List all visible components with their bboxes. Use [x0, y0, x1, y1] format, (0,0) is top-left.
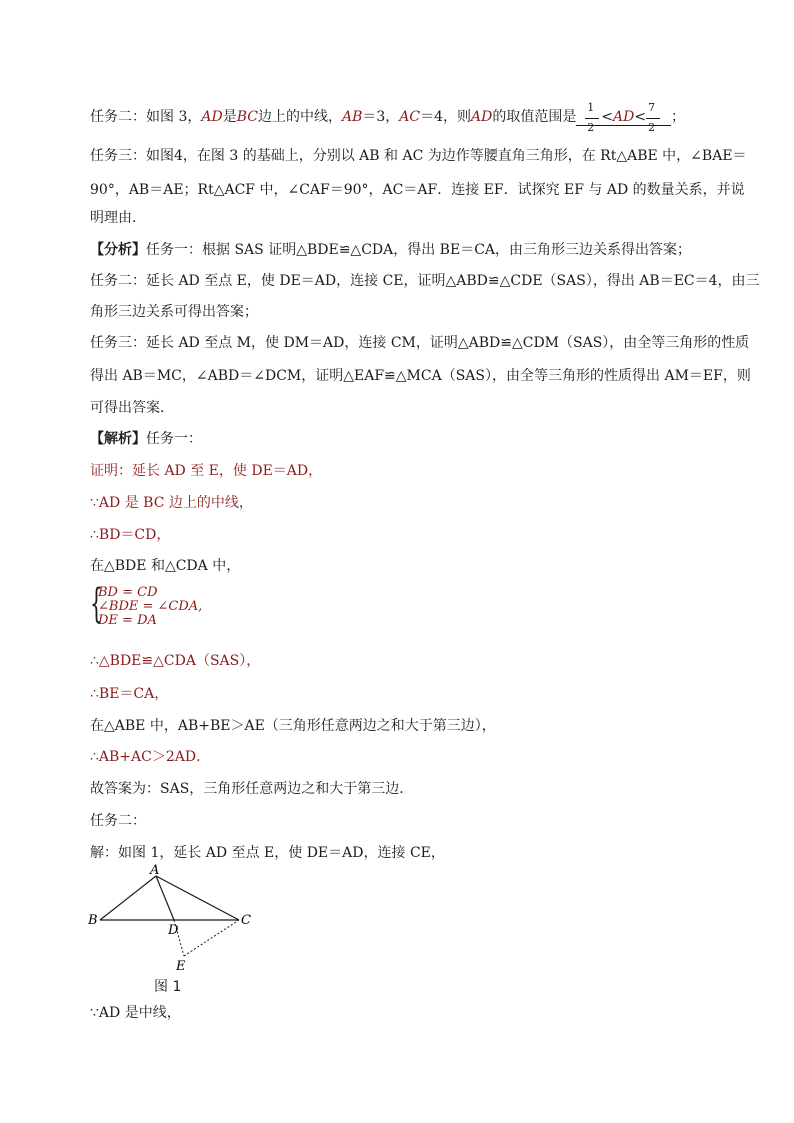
system-row: ∠BDE = ∠CDA,: [98, 599, 203, 614]
system-row: DE = DA: [98, 613, 157, 628]
analysis-line6: 可得出答案．: [90, 400, 174, 416]
answer-blank: [576, 101, 671, 134]
analysis-line5: 得出 AB＝MC，∠ABD＝∠DCM，证明△EAF≌△MCA（SAS），由全等三角形的性质得出 AM＝EF，则: [90, 368, 751, 384]
because-line1: ∵AD 是 BC 边上的中线，: [90, 495, 253, 511]
therefore-line2: ∴△BDE≌△CDA（SAS），: [90, 653, 261, 669]
solution2-line: 解：如图 1，延长 AD 至点 E，使 DE＝AD，连接 CE，: [90, 845, 445, 861]
analysis-line2: 任务二：延长 AD 至点 E，使 DE＝AD，连接 CE，证明△ABD≌△CDE（SAS），得出 AB＝EC＝4，由三: [90, 273, 760, 289]
text: 任务二：如图 3，: [90, 109, 202, 125]
text: 的取值范围是: [492, 109, 577, 125]
analysis-tag: 【分析】: [90, 242, 146, 258]
solution-heading: [90, 429, 730, 449]
point-label-a: A: [150, 864, 160, 878]
fraction-half: [585, 101, 601, 134]
in-abe-line: 在△ABE 中，AB+BE＞AE（三角形任意两边之和大于第三边），: [90, 718, 496, 734]
point-label-e: E: [176, 959, 186, 974]
less-than: <: [634, 109, 647, 125]
math-var: AD: [201, 109, 223, 125]
math-var: AC: [399, 109, 421, 125]
point-label-c: C: [241, 913, 251, 928]
task3-line1: 任务三：如图4，在图 3 的基础上，分别以 AB 和 AC 为边作等腰直角三角形，在 Rt△ABE 中，∠BAE＝: [90, 148, 747, 164]
therefore-line1: ∴BD＝CD，: [90, 527, 171, 543]
point-label-b: B: [88, 913, 98, 928]
text: 是: [222, 109, 237, 125]
analysis-line1: [90, 240, 730, 260]
text: ∵AD 是中线，: [90, 1005, 181, 1021]
in-triangles-line: 在△BDE 和△CDA 中，: [90, 558, 241, 574]
because-line2: [90, 1003, 730, 1023]
brace-symbol: {: [90, 581, 103, 627]
analysis-line3: 角形三边关系可得出答案；: [90, 304, 258, 320]
task3-line3: 明理由．: [90, 210, 146, 226]
analysis-line4: 任务三：延长 AD 至点 M，使 DM＝AD，连接 CM，证明△ABD≌△CDM（SAS），由全等三角形的性质: [90, 335, 750, 351]
text: ＝3，: [362, 109, 400, 125]
fraction-denominator: 2: [648, 121, 656, 134]
triangle-figure: [86, 864, 266, 994]
text: 边上的中线，: [257, 109, 342, 125]
segment-ab: [100, 876, 156, 920]
less-than: <: [601, 109, 614, 125]
task2-label: 任务二：: [90, 813, 146, 829]
math-var: AB: [341, 109, 363, 125]
fraction-numerator: 1: [587, 101, 595, 114]
text: ；: [671, 109, 686, 125]
therefore-line4: ∴AB+AC＞2AD．: [90, 749, 211, 765]
math-var: AD: [613, 109, 635, 125]
figure-caption: 图 1: [154, 979, 182, 995]
text: 任务一：根据 SAS 证明△BDE≌△CDA，得出 BE＝CA，由三角形三边关系得出答案；: [146, 242, 692, 258]
math-var: AD: [471, 109, 493, 125]
segment-ad: [156, 876, 174, 920]
text: 任务一：: [146, 431, 202, 447]
task3-line2: 90°，AB＝AE；Rt△ACF 中，∠CAF＝90°，AC＝AF．连接 EF．试探究 EF 与 AD 的数量关系，并说: [90, 182, 745, 198]
fraction-numerator: 7: [648, 101, 656, 114]
answer-line: 故答案为：SAS，三角形任意两边之和大于第三边．: [90, 781, 414, 797]
proof-line1: 证明：延长 AD 至 E，使 DE＝AD，: [90, 463, 323, 479]
fraction-denominator: 2: [587, 121, 595, 134]
segment-ac: [156, 876, 239, 920]
text: ＝4，则: [420, 109, 472, 125]
task2-line: [90, 101, 730, 134]
solution-tag: 【解析】: [90, 431, 146, 447]
math-var: BC: [236, 109, 258, 125]
fraction-seven-half: [646, 101, 662, 134]
therefore-line3: ∴BE＝CA，: [90, 686, 169, 702]
system-row: BD = CD: [98, 585, 158, 600]
point-label-d: D: [168, 923, 179, 938]
segment-ec-dashed: [184, 920, 239, 956]
